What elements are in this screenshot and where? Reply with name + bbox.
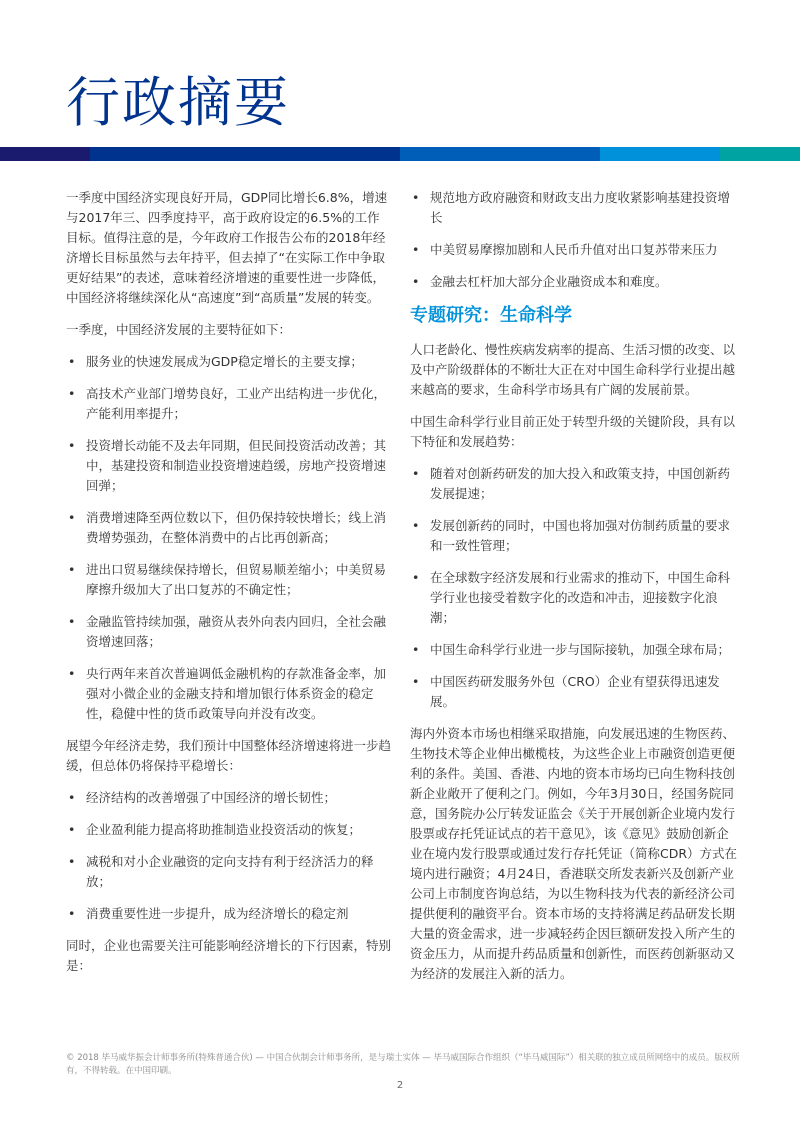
list-item-text: 进出口贸易继续保持增长，但贸易顺差缩小；中美贸易摩擦升级加大了出口复苏的不确定性； (86, 562, 387, 597)
bullet-icon: • (68, 438, 76, 453)
list-item-text: 投资增长动能不及去年同期，但民间投资活动改善；其中，基建投资和制造业投资增速趋缓，房地产投资增速回弹； (86, 438, 387, 493)
list-item (66, 904, 392, 924)
list-item-text: 中国生命科学行业进一步与国际接轨，加强全球布局； (430, 642, 731, 657)
right-column (410, 188, 740, 996)
intro-paragraph: 一季度中国经济实现良好开局，GDP同比增长6.8%，增速与2017年三、四季度持平，高于政府设定的6.5%的工作目标。值得注意的是，今年政府工作报告公布的2018年经济增长目标虽然与去年持平，但去掉了“在实际工作中争取更好结果”的表述，意味着经济增速的重要性进一步降低，中国经济将继续深化从“高速度”到“高质量”发展的转变。 (66, 190, 388, 305)
list-item (66, 560, 392, 600)
list-item (410, 568, 740, 628)
bullet-icon: • (68, 510, 76, 525)
list-item-text: 央行两年来首次普遍调低金融机构的存款准备金率，加强对小微企业的金融支持和增加银行体系资金的稳定性，稳健中性的货币政策导向并没有改变。 (86, 666, 387, 721)
outlook-paragraph: 展望今年经济走势，我们预计中国整体经济增速将进一步趋缓，但总体仍将保持平稳增长： (66, 738, 392, 773)
list-item (66, 664, 392, 724)
risks-list (410, 188, 740, 292)
list-item (66, 508, 392, 548)
list-item-text: 消费增速降至两位数以下，但仍保持较快增长；线上消费增势强劲，在整体消费中的占比再创新高； (86, 510, 387, 545)
list-item (410, 188, 740, 228)
risks-intro: 同时，企业也需要关注可能影响经济增长的下行因素，特别是： (66, 938, 392, 973)
bullet-icon: • (68, 562, 76, 577)
bullet-icon: • (412, 674, 420, 689)
features-list (66, 352, 392, 724)
list-item (410, 516, 740, 556)
list-item-text: 随着对创新药研发的加大投入和政策支持，中国创新药发展提速； (430, 466, 731, 501)
bullet-icon: • (68, 666, 76, 681)
list-item-text: 服务业的快速发展成为GDP稳定增长的主要支撑； (86, 354, 363, 369)
band-segment (0, 147, 90, 161)
list-item-text: 高技术产业部门增势良好，工业产出结构进一步优化，产能利用率提升； (86, 386, 387, 421)
band-segment (720, 147, 800, 161)
list-item (66, 852, 392, 892)
list-item-text: 金融监管持续加强，融资从表外向表内回归，全社会融资增速回落； (86, 614, 387, 649)
list-item (66, 612, 392, 652)
bullet-icon: • (412, 242, 420, 257)
bullet-icon: • (68, 854, 76, 869)
page-number: 2 (396, 1080, 404, 1091)
bullet-icon: • (412, 466, 420, 481)
list-item (66, 820, 392, 840)
list-item (66, 436, 392, 496)
bullet-icon: • (68, 354, 76, 369)
list-item (66, 352, 392, 372)
list-item (410, 672, 740, 712)
list-item (66, 384, 392, 424)
list-item (410, 640, 740, 660)
list-item-text: 中国医药研发服务外包（CRO）企业有望获得迅速发展。 (430, 674, 720, 709)
list-item-text: 消费重要性进一步提升，成为经济增长的稳定剂 (86, 906, 349, 921)
bullet-icon: • (68, 822, 76, 837)
list-item-text: 在全球数字经济发展和行业需求的推动下，中国生命科学行业也接受着数字化的改造和冲击，迎接数字化浪潮； (430, 570, 731, 625)
band-segment (90, 147, 400, 161)
list-item-text: 经济结构的改善增强了中国经济的增长韧性； (86, 790, 337, 805)
bullet-icon: • (412, 518, 420, 533)
list-item (66, 788, 392, 808)
capital-market-paragraph: 海内外资本市场也相继采取措施，向发展迅速的生物医药、生物技术等企业伸出橄榄枝，为这些企业上市融资创造更便利的条件。美国、香港、内地的资本市场均已向生物科技创新企业敞开了便利之门。例如，今年3月30日，经国务院同意，国务院办公厅转发证监会《关于开展创新企业境内发行股票或存托凭证试点的若干意见》，该《意见》鼓励创新企业在境内发行股票或通过发行存托凭证（简称CDR）方式在境内进行融资；4月24日，香港联交所发表新兴及创新产业公司上市制度咨询总结，为以生物科技为代表的新经济公司提供便利的融资平台。资本市场的支持将满足药品研发长期大量的资金需求，进一步减轻药企因巨额研发投入所产生的资金压力，从而提升药品质量和创新性，而医药创新驱动又为经济的发展注入新的活力。 (410, 726, 738, 981)
features-intro: 一季度，中国经济发展的主要特征如下： (66, 322, 292, 337)
section-heading: 专题研究：生命科学 (410, 305, 572, 326)
bullet-icon: • (412, 570, 420, 585)
list-item-text: 中美贸易摩擦加剧和人民币升值对出口复苏带来压力 (430, 242, 718, 257)
life-science-paragraph-2: 中国生命科学行业目前正处于转型升级的关键阶段，具有以下特征和发展趋势： (410, 414, 736, 449)
list-item (410, 464, 740, 504)
outlook-list (66, 788, 392, 924)
list-item (410, 240, 740, 260)
list-item-text: 发展创新药的同时，中国也将加强对仿制药质量的要求和一致性管理； (430, 518, 731, 553)
header-color-band (0, 147, 800, 161)
life-science-trends-list (410, 464, 740, 712)
band-segment (600, 147, 720, 161)
bullet-icon: • (412, 190, 420, 205)
list-item-text: 规范地方政府融资和财政支出力度收紧影响基建投资增长 (430, 190, 731, 225)
list-item-text: 企业盈利能力提高将助推制造业投资活动的恢复； (86, 822, 362, 837)
life-science-paragraph-1: 人口老龄化、慢性疾病发病率的提高、生活习惯的改变、以及中产阶级群体的不断壮大正在对中国生命科学行业提出越来越高的要求，生命科学市场具有广阔的发展前景。 (410, 342, 736, 397)
list-item-text: 金融去杠杆加大部分企业融资成本和难度。 (430, 274, 668, 289)
bullet-icon: • (68, 386, 76, 401)
page-title: 行政摘要 (66, 71, 290, 134)
list-item (410, 272, 740, 292)
bullet-icon: • (412, 642, 420, 657)
list-item-text: 减税和对小企业融资的定向支持有利于经济活力的释放； (86, 854, 374, 889)
bullet-icon: • (68, 906, 76, 921)
bullet-icon: • (412, 274, 420, 289)
left-column (66, 188, 392, 988)
bullet-icon: • (68, 614, 76, 629)
bullet-icon: • (68, 790, 76, 805)
copyright-footer: © 2018 毕马威华振会计师事务所(特殊普通合伙) — 中国合伙制会计师事务所，是与瑞士实体 — 毕马威国际合作组织（“毕马威国际”）相关联的独立成员所网络中的成员。版权所有，不得转载。在中国印刷。 (66, 1053, 740, 1076)
band-segment (400, 147, 600, 161)
